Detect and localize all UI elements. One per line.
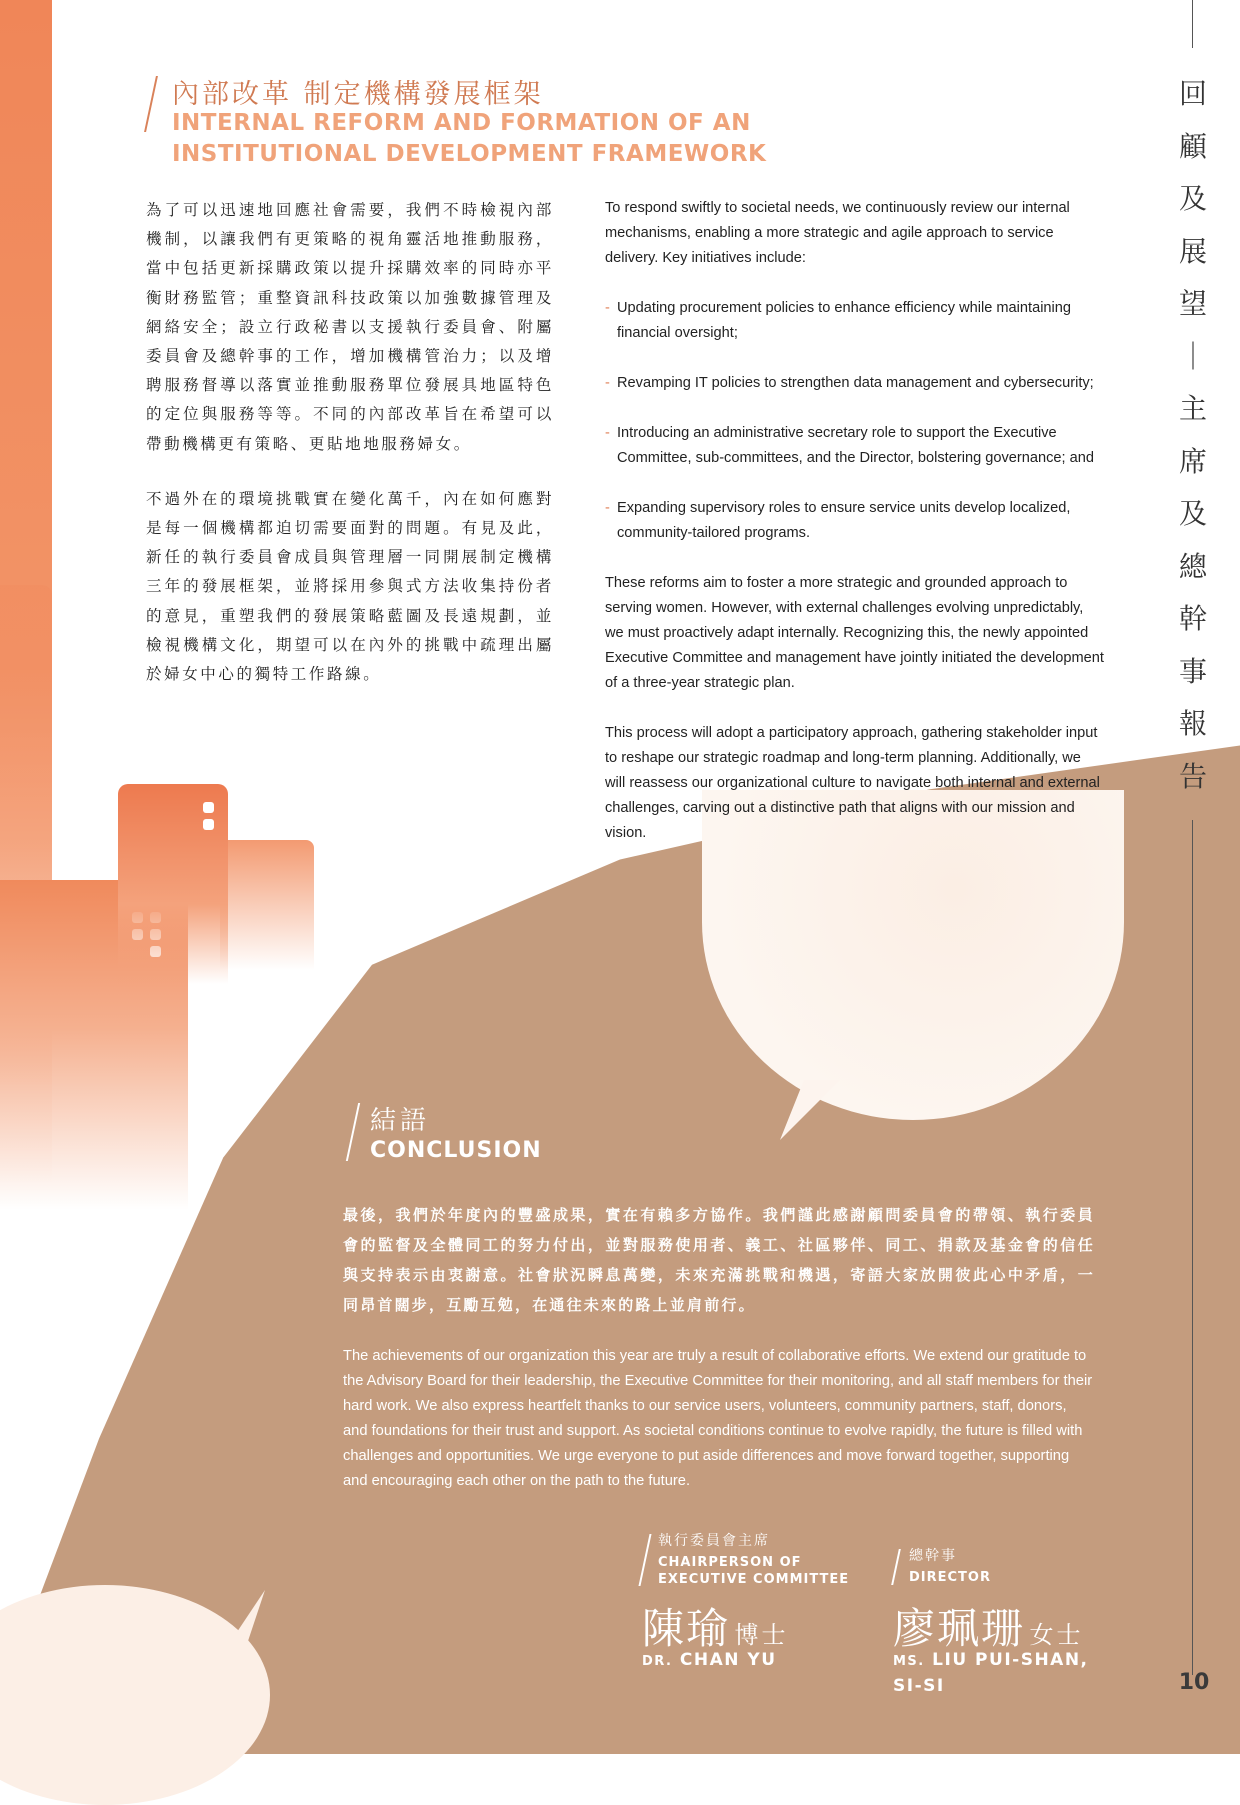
chair-name-en: CHAN YU <box>679 1650 777 1670</box>
director-role-en: DIRECTOR <box>909 1570 991 1585</box>
initiative-item: - Expanding supervisory roles to ensure service units develop localized, community-tailored programs. <box>605 496 1105 546</box>
title-char: 報 <box>1178 707 1207 740</box>
director-name-zh: 廖珮珊 <box>893 1604 1026 1653</box>
reform-zh-paragraph: 為了可以迅速地回應社會需要，我們不時檢視內部機制，以讓我們有更策略的視角靈活地推動服務，當中包括更新採購政策以提升採購效率的同時亦平衡財務監管；重整資訊科技政策以加強數據管理及網絡安全；設立行政秘書以支援執行委員會、附屬委員會及總幹事的工作，增加機構管治力；以及增聘服務督導以落實並推動服務單位發展具地區特色的定位與服務等等。不同的內部改革旨在希望可以帶動機構更有策略、更貼地地服務婦女。 <box>146 201 554 453</box>
director-honorific: 女士 <box>1029 1621 1084 1649</box>
initiative-item: - Revamping IT policies to strengthen data management and cybersecurity; <box>605 371 1105 396</box>
director-name-zh-row <box>893 1596 1083 1656</box>
reform-heading-zh: 內部改革 制定機構發展框架 <box>172 79 544 110</box>
conclusion-zh-paragraph: 最後，我們於年度內的豐盛成果，實在有賴多方協作。我們謹此感謝顧問委員會的帶領、執行委員會的監督及全體同工的努力付出，並對服務使用者、義工、社區夥伴、同工、捐款及基金會的信任與支持表示由衷謝意。社會狀況瞬息萬變，未來充滿挑戰和機遇，寄語大家放開彼此心中矛盾，一同昂首闊步，互勵互勉，在通往未來的路上並肩前行。 <box>343 1206 1095 1314</box>
chair-name-en-row <box>642 1648 777 1674</box>
chair-name-zh: 陳瑜 <box>642 1604 731 1653</box>
chair-role-zh: 執行委員會主席 <box>658 1533 770 1549</box>
initiative-list <box>605 296 1105 546</box>
conclusion-heading-zh: 結語 <box>370 1106 431 1136</box>
initiative-item: - Introducing an administrative secretary role to support the Executive Committee, sub-committees, and the Director, bolstering governance; and <box>605 421 1105 471</box>
reform-chinese-column <box>146 196 554 689</box>
heading-slash <box>144 76 158 132</box>
title-char: 告 <box>1178 759 1207 793</box>
chair-role-en-line: CHAIRPERSON OF <box>658 1555 802 1570</box>
chair-role-en-line: EXECUTIVE COMMITTEE <box>658 1572 850 1587</box>
reform-heading-en <box>172 108 772 170</box>
reform-heading-en-line: INTERNAL REFORM AND FORMATION OF AN <box>172 110 751 136</box>
title-char: 幹 <box>1178 602 1207 635</box>
chair-prefix: DR. <box>642 1654 673 1669</box>
chair-name-zh-row <box>642 1596 788 1656</box>
page-number: 10 <box>1178 1670 1210 1695</box>
reform-heading-en-line: INSTITUTIONAL DEVELOPMENT FRAMEWORK <box>172 141 767 167</box>
chair-role-en <box>658 1554 849 1588</box>
reform-en-paragraph: This process will adopt a participatory approach, gathering stakeholder input to reshape our strategic roadmap and long-term planning. Additionally, we will reassess our organizational culture to navigate both internal and external challenges, carving out a distinctive path that aligns with our mission and vision. <box>605 725 1100 841</box>
building-decoration <box>220 840 314 970</box>
director-name-en-row <box>893 1648 1089 1698</box>
sidebar-rule <box>1192 820 1193 1675</box>
chair-honorific: 博士 <box>734 1621 789 1649</box>
building-window <box>203 802 214 813</box>
director-name-en-line: SI-SI <box>893 1676 945 1696</box>
title-char: 席 <box>1178 444 1207 478</box>
director-role-zh: 總幹事 <box>909 1548 957 1564</box>
reform-en-paragraph: These reforms aim to foster a more strategic and grounded approach to serving women. However, with external challenges evolving unpredictably, we must proactively adapt internally. Recognizing this, the newly appointed Executive Committee and management have jointly initiated the development of a three-year strategic plan. <box>605 575 1104 691</box>
title-char: 事 <box>1178 654 1207 688</box>
conclusion-heading-en: CONCLUSION <box>370 1138 542 1163</box>
reform-english-column <box>605 196 1105 846</box>
title-char: 及 <box>1178 182 1207 215</box>
title-char: 總 <box>1178 549 1207 583</box>
title-char: 回 <box>1178 77 1207 110</box>
title-char: 及 <box>1178 497 1207 530</box>
title-char: 望 <box>1178 287 1207 320</box>
building-decoration <box>118 784 228 984</box>
title-char: ｜ <box>1178 339 1207 373</box>
title-char: 展 <box>1178 234 1207 268</box>
director-name-en-line: LIU PUI-SHAN, <box>932 1650 1089 1670</box>
initiative-item: - Updating procurement policies to enhance efficiency while maintaining financial oversight; <box>605 296 1105 346</box>
section-vertical-title <box>1172 68 1214 803</box>
building-window <box>203 819 214 830</box>
sidebar-rule <box>1192 0 1193 48</box>
conclusion-en-paragraph: The achievements of our organization this year are truly a result of collaborative efforts. We extend our gratitude to the Advisory Board for their leadership, the Executive Committee for their monitoring, and all staff members for their hard work. We also express heartfelt thanks to our service users, volunteers, community partners, staff, donors, and foundations for their trust and support. As societal conditions continue to evolve rapidly, the future is filled with challenges and opportunities. We urge everyone to put aside differences and move forward together, supporting and encouraging each other on the path to the future. <box>343 1348 1093 1489</box>
title-char: 顧 <box>1178 129 1207 163</box>
title-char: 主 <box>1178 392 1207 425</box>
reform-zh-paragraph: 不過外在的環境挑戰實在變化萬千，內在如何應對是每一個機構都迫切需要面對的問題。有見及此，新任的執行委員會成員與管理層一同開展制定機構三年的發展框架，並將採用參與式方法收集持份者的意見，重塑我們的發展策略藍圖及長遠規劃，並檢視機構文化，期望可以在內外的挑戰中疏理出屬於婦女中心的獨特工作路線。 <box>146 489 554 684</box>
director-prefix: MS. <box>893 1654 925 1669</box>
reform-en-intro: To respond swiftly to societal needs, we continuously review our internal mechanisms, enabling a more strategic and agile approach to service delivery. Key initiatives include: <box>605 200 1070 266</box>
